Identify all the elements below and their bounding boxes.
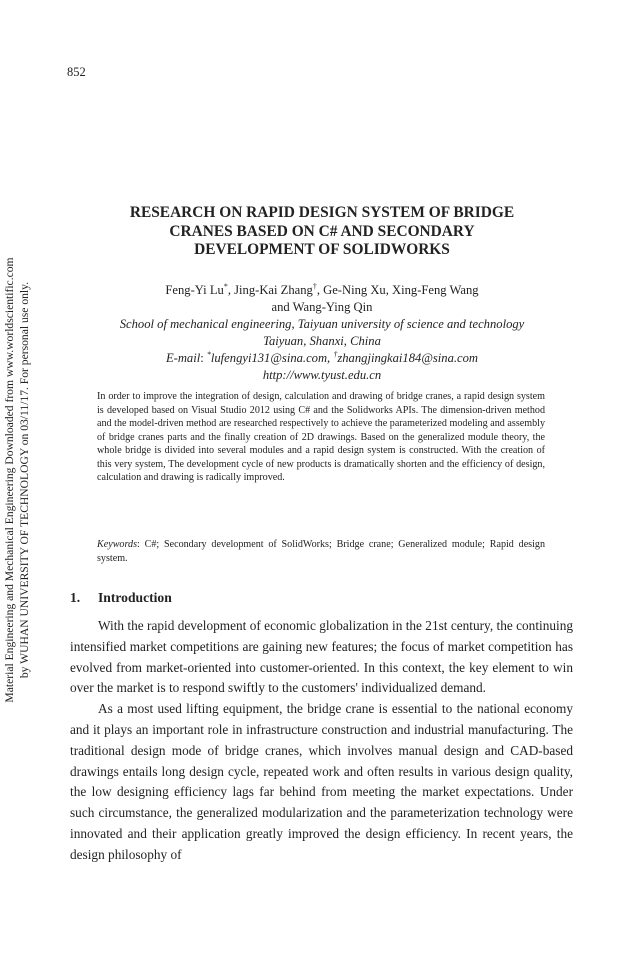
affiliation-line-1: School of mechanical engineering, Taiyuan university of science and technology [119,317,525,331]
email-separator: : [200,351,207,365]
email-1-mark: * [206,349,211,359]
body-paragraph-2: As a most used lifting equipment, the bridge crane is essential to the national economy and it plays an important role in infrastructure construction and industrial manufacturing. The traditional design mode of bridge cranes, which involves manual design and CAD-based drawings entails long design cycle, repeated work and often results in various design quality, the low designing efficiency lags far behind from meeting the market expectations. Under such circumstance, the generalized modularization and the parameterization technology were innovated and their application greatly improved the design efficiency. In recent years, the design philosophy of [70,701,573,862]
email-2-mark: † [333,349,338,359]
author-1-mark: * [223,281,228,291]
abstract-text: In order to improve the integration of design, calculation and drawing of bridge cranes, a rapid design system is developed based on Visual Studio 2012 using C# and the Solidworks APIs. The dimension-driven method and the model-driven method are researched respectively to achieve the parameterized modeling and assembly of bridge cranes parts and the finally creation of 2D drawings. Based on the generalized module theory, the whole bridge is divided into several modules and a rapid design system is constructed. With the creation of this very system, The development cycle of new products is dramatically shorten and the efficiency of design, calculation and drawing is radically improved. [97,391,545,483]
body-text [70,616,573,866]
section-title: Introduction [98,590,172,605]
email-1[interactable]: lufengyi131@sina.com, [210,351,334,365]
download-notice-line-1: Material Engineering and Mechanical Engineering Downloaded from www.worldscientific.com [3,257,16,703]
body-paragraph-1: With the rapid development of economic globalization in the 21st century, the continuing intensified market competitions are gaining new features; the focus of market competition has evolved from market-oriented into customer-oriented. In this context, the key element to win over the market is to respond swiftly to the customers' individualized demand. [70,618,573,696]
paper-title-line-3: DEVELOPMENT OF SOLIDWORKS [194,241,450,258]
author-2-mark: † [312,281,317,291]
paper-title-line-2: CRANES BASED ON C# AND SECONDARY [169,222,475,240]
author-list-line-2: and Wang-Ying Qin [271,300,373,314]
paper-title-line-1: RESEARCH ON RAPID DESIGN SYSTEM OF BRIDGE [129,204,515,221]
paper-title [70,204,574,260]
page-number: 852 [67,65,86,79]
author-2: , Jing-Kai Zhang [227,283,313,297]
author-3: , Ge-Ning Xu, Xing-Feng Wang [316,283,479,297]
keywords-label: Keywords [97,539,138,550]
keywords [97,538,545,565]
email-2[interactable]: zhangjingkai184@sina.com [337,351,479,365]
affiliation-line-2: Taiyuan, Shanxi, China [263,334,381,348]
section-number: 1. [70,590,81,605]
keywords-text: : C#; Secondary development of SolidWorks; Bridge crane; Generalized module; Rapid design system. [97,539,545,564]
download-notice [2,240,42,720]
abstract [97,390,545,485]
download-notice-line-2: by WUHAN UNIVERSITY OF TECHNOLOGY on 03/11/17. For personal use only. [18,281,31,679]
author-block [70,282,574,384]
email-label: E-mail [165,351,201,365]
website-link[interactable]: http://www.tyust.edu.cn [262,368,382,382]
email-line [70,350,574,367]
section-heading [70,590,172,606]
author-list [70,282,574,299]
author-1: Feng-Yi Lu [165,283,224,297]
